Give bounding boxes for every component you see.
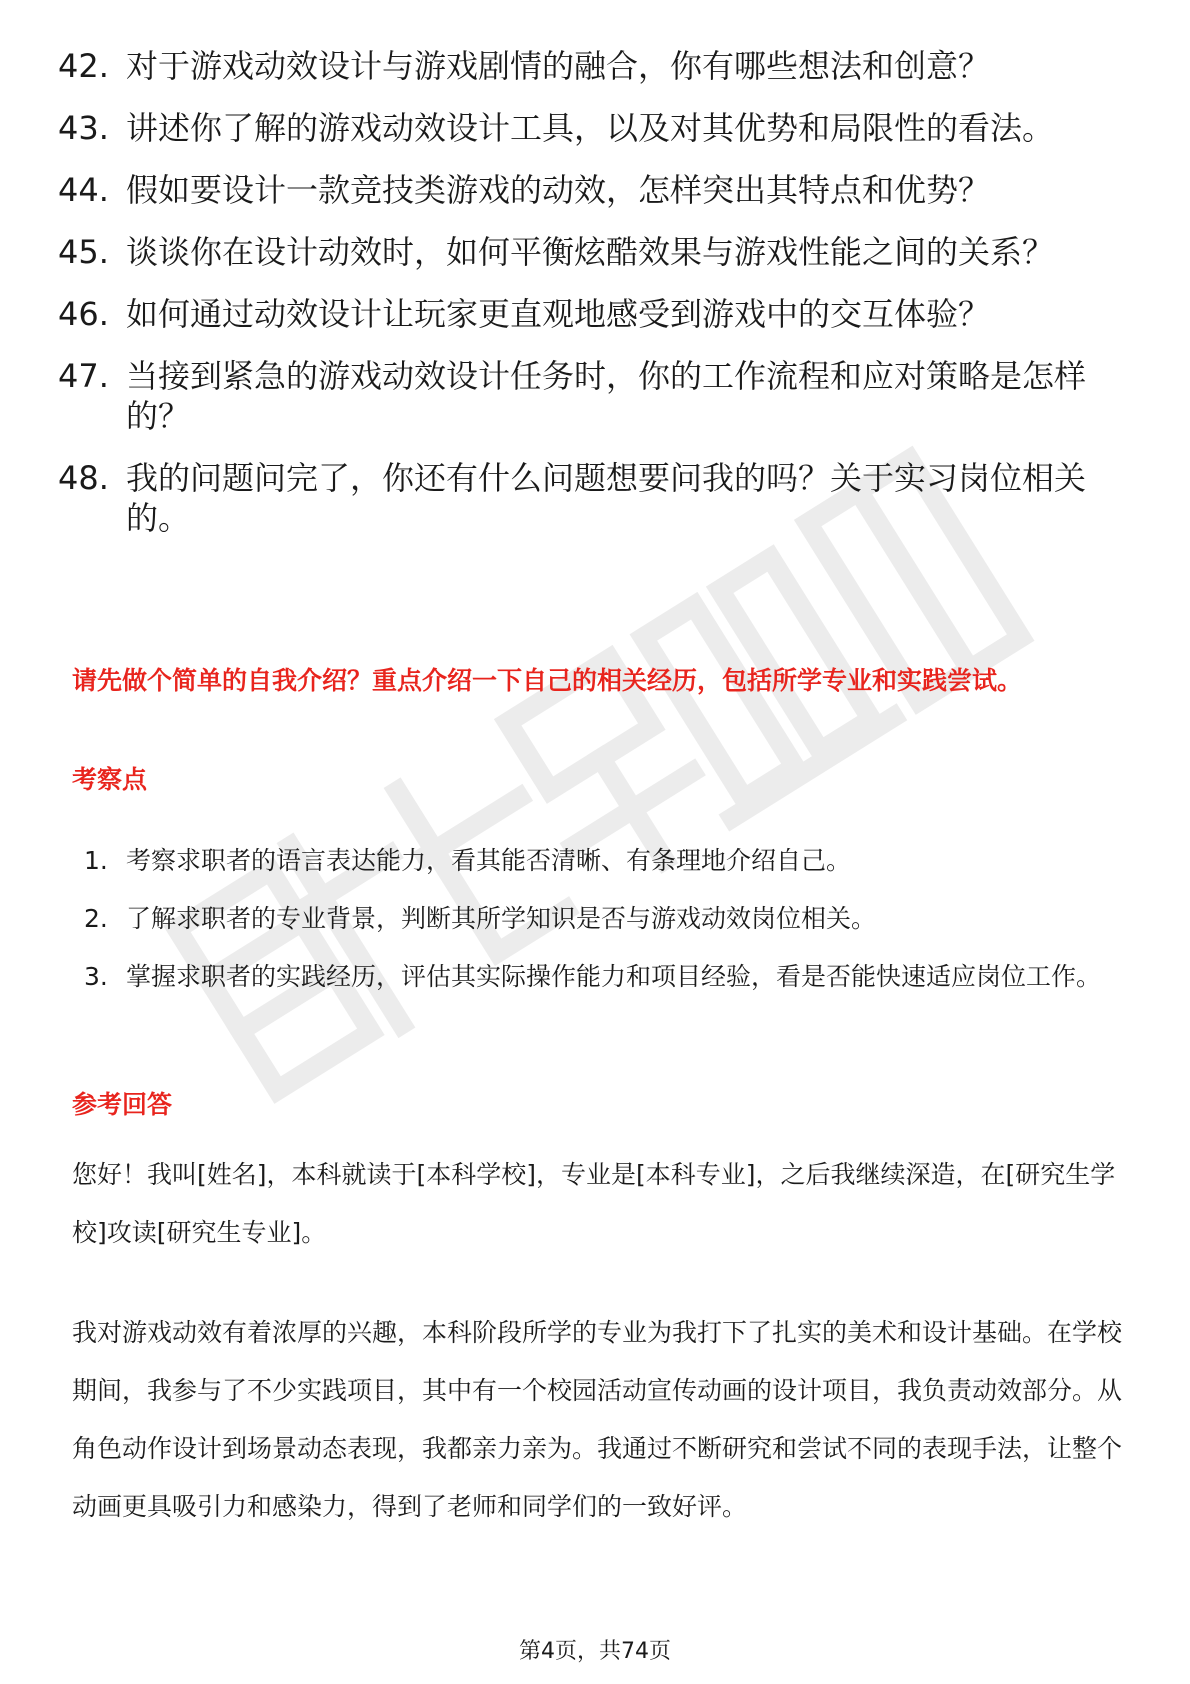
question-number: 47.: [58, 357, 109, 395]
question-number: 48.: [58, 459, 109, 497]
answer-paragraph: 您好！我叫[姓名]，本科就读于[本科学校]，专业是[本科专业]，之后我继续深造，在[研究生学校]攻读[研究生专业]。: [72, 1160, 1116, 1247]
question-text: 我的问题问完了，你还有什么问题想要问我的吗？关于实习岗位相关的。: [126, 459, 1087, 537]
point-text: 了解求职者的专业背景，判断其所学知识是否与游戏动效岗位相关。: [126, 904, 877, 933]
answer-paragraph: 我对游戏动效有着浓厚的兴趣，本科阶段所学的专业为我打下了扎实的美术和设计基础。在学校期间，我参与了不少实践项目，其中有一个校园活动宣传动画的设计项目，我负责动效部分。从角色动作设计到场景动态表现，我都亲力亲为。我通过不断研究和尝试不同的表现手法，让整个动画更具吸引力和感染力，得到了老师和同学们的一致好评。: [72, 1318, 1123, 1521]
question-text: 讲述你了解的游戏动效设计工具，以及对其优势和局限性的看法。: [126, 109, 1055, 147]
question-text: 假如要设计一款竞技类游戏的动效，怎样突出其特点和优势？: [126, 171, 991, 209]
point-number: 1.: [84, 846, 108, 875]
list-item: [58, 458, 1118, 538]
question-list: [58, 46, 1118, 560]
question-headline: 请先做个简单的自我介绍？重点介绍一下自己的相关经历，包括所学专业和实践尝试。: [72, 666, 1023, 695]
list-item: [84, 948, 1124, 1006]
question-number: 45.: [58, 233, 109, 271]
list-item: [84, 890, 1124, 948]
point-number: 2.: [84, 904, 108, 933]
point-text: 考察求职者的语言表达能力，看其能否清晰、有条理地介绍自己。: [126, 846, 852, 875]
question-number: 44.: [58, 171, 109, 209]
point-number: 3.: [84, 962, 108, 991]
question-number: 42.: [58, 47, 109, 85]
question-text: 当接到紧急的游戏动效设计任务时，你的工作流程和应对策略是怎样的？: [126, 357, 1087, 435]
question-text: 对于游戏动效设计与游戏剧情的融合，你有哪些想法和创意？: [126, 47, 991, 85]
list-item: [58, 170, 1118, 210]
section-title-points: 考察点: [72, 765, 148, 794]
list-item: [58, 232, 1118, 272]
list-item: [58, 46, 1118, 86]
list-item: [84, 832, 1124, 890]
list-item: [58, 108, 1118, 148]
list-item: [58, 294, 1118, 334]
list-item: [58, 356, 1118, 436]
question-number: 43.: [58, 109, 109, 147]
assessment-points: [84, 832, 1124, 1006]
question-number: 46.: [58, 295, 109, 333]
section-title-answer: 参考回答: [72, 1090, 173, 1119]
point-text: 掌握求职者的实践经历，评估其实际操作能力和项目经验，看是否能快速适应岗位工作。: [126, 962, 1102, 991]
question-text: 如何通过动效设计让玩家更直观地感受到游戏中的交互体验？: [126, 295, 991, 333]
question-text: 谈谈你在设计动效时，如何平衡炫酷效果与游戏性能之间的关系？: [126, 233, 1055, 271]
page-number: 第4页，共74页: [519, 1639, 671, 1664]
